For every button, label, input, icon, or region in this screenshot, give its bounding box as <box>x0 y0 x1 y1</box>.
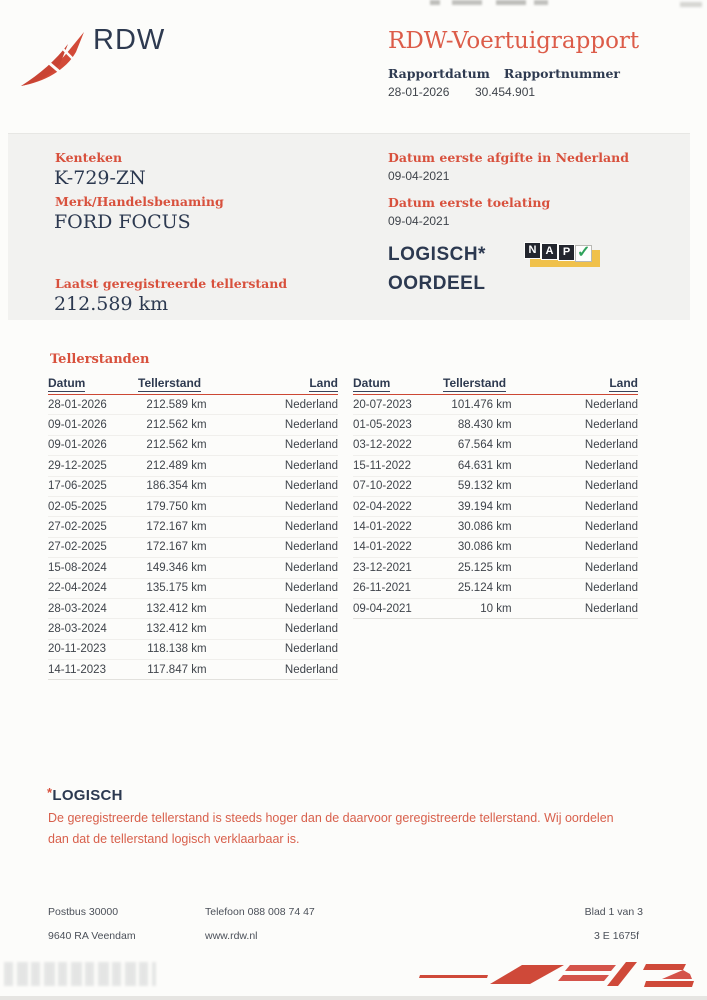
nap-letter: P <box>558 244 575 261</box>
cell-land: Nederland <box>284 521 338 534</box>
afgifte-label: Datum eerste afgifte in Nederland <box>388 150 629 165</box>
cell-land: Nederland <box>284 663 338 676</box>
cell-tellerstand: 10 km <box>480 602 512 615</box>
cell-datum: 20-11-2023 <box>48 643 106 656</box>
cell-tellerstand: 149.346 km <box>146 561 207 574</box>
footer-contact <box>205 900 315 948</box>
table-row <box>48 640 338 660</box>
cell-tellerstand: 64.631 km <box>457 459 512 472</box>
cell-land: Nederland <box>584 582 638 595</box>
cell-datum: 14-11-2023 <box>48 663 106 676</box>
cell-tellerstand: 135.175 km <box>146 582 207 595</box>
cell-land: Nederland <box>584 398 638 411</box>
table-row <box>353 497 638 517</box>
bottom-edge-line <box>0 996 707 1000</box>
merk-label: Merk/Handelsbenaming <box>55 194 224 209</box>
cell-tellerstand: 118.138 km <box>147 643 207 656</box>
col-datum: Datum <box>48 376 86 390</box>
cell-datum: 09-01-2026 <box>48 439 107 452</box>
cell-datum: 14-01-2022 <box>353 541 412 554</box>
cell-datum: 28-01-2026 <box>48 398 107 411</box>
odometer-table-left <box>48 375 338 680</box>
cell-tellerstand: 172.167 km <box>146 521 207 534</box>
table-row <box>353 395 638 415</box>
cell-tellerstand: 132.412 km <box>146 622 207 635</box>
cell-tellerstand: 59.132 km <box>457 480 512 493</box>
kenteken-value: K-729-ZN <box>54 167 146 189</box>
merk-value: FORD FOCUS <box>54 211 191 233</box>
table-row <box>48 477 338 497</box>
cell-tellerstand: 39.194 km <box>457 500 512 513</box>
cell-datum: 28-03-2024 <box>48 602 107 615</box>
scan-smudge-top-right <box>680 2 702 7</box>
table-row <box>48 538 338 558</box>
table-row <box>353 517 638 537</box>
cell-land: Nederland <box>584 439 638 452</box>
footnote-title-text: LOGISCH <box>52 787 123 804</box>
cell-tellerstand: 186.354 km <box>146 480 207 493</box>
cell-datum: 09-04-2021 <box>353 602 412 615</box>
cell-tellerstand: 132.412 km <box>146 602 207 615</box>
table-row <box>353 558 638 578</box>
table-row <box>48 456 338 476</box>
afgifte-value: 09-04-2021 <box>388 169 450 183</box>
table-row <box>353 415 638 435</box>
scan-watermark <box>4 962 156 986</box>
cell-land: Nederland <box>284 480 338 493</box>
cell-datum: 15-08-2024 <box>48 561 107 574</box>
report-date-value: 28-01-2026 <box>388 85 450 99</box>
oordeel-line1: LOGISCH* <box>388 244 486 265</box>
cell-datum: 26-11-2021 <box>353 582 411 595</box>
cell-land: Nederland <box>284 541 338 554</box>
report-date-label: Rapportdatum <box>388 66 490 81</box>
cell-datum: 20-07-2023 <box>353 398 412 411</box>
cell-datum: 14-01-2022 <box>353 521 412 534</box>
cell-tellerstand: 30.086 km <box>457 521 512 534</box>
cell-tellerstand: 172.167 km <box>146 541 207 554</box>
col-tellerstand: Tellerstand <box>138 376 202 390</box>
kenteken-label: Kenteken <box>55 150 123 165</box>
section-title-tellerstanden: Tellerstanden <box>50 352 150 367</box>
cell-land: Nederland <box>284 602 338 615</box>
toelating-value: 09-04-2021 <box>388 214 450 228</box>
cell-datum: 23-12-2021 <box>353 561 412 574</box>
table-row <box>353 599 638 619</box>
table-header <box>353 375 638 395</box>
report-number-label: Rapportnummer <box>503 66 621 81</box>
cell-tellerstand: 101.476 km <box>451 398 512 411</box>
rdw-feather-icon <box>20 30 86 88</box>
cell-land: Nederland <box>584 561 638 574</box>
cell-datum: 27-02-2025 <box>48 541 107 554</box>
nap-logo <box>524 242 606 272</box>
footer-address-line2: 9640 RA Veendam <box>48 930 136 942</box>
cell-land: Nederland <box>584 500 638 513</box>
cell-datum: 28-03-2024 <box>48 622 107 635</box>
cell-land: Nederland <box>284 398 338 411</box>
cell-datum: 27-02-2025 <box>48 521 107 534</box>
footnote-text: De geregistreerde tellerstand is steeds hoger dan de daarvoor geregistreerde tellerstand. Wij oordelen dan dat de tellerstand logisch verklaarbaar is. <box>48 811 614 846</box>
table-row <box>353 436 638 456</box>
cell-tellerstand: 117.847 km <box>147 663 207 676</box>
red-logo-fragment <box>418 956 703 994</box>
cell-land: Nederland <box>584 459 638 472</box>
nap-checkbox <box>575 245 592 262</box>
page-title: RDW-Voertuigrapport <box>388 28 640 54</box>
cell-datum: 02-04-2022 <box>353 500 412 513</box>
table-row <box>48 660 338 680</box>
footer-website: www.rdw.nl <box>205 930 258 942</box>
cell-land: Nederland <box>284 500 338 513</box>
cell-land: Nederland <box>584 480 638 493</box>
cell-datum: 22-04-2024 <box>48 582 107 595</box>
table-row <box>48 497 338 517</box>
cell-tellerstand: 212.562 km <box>146 439 207 452</box>
col-land: Land <box>609 376 638 390</box>
nap-letter: N <box>524 242 541 259</box>
table-row <box>48 517 338 537</box>
cell-datum: 29-12-2025 <box>48 459 107 472</box>
col-tellerstand: Tellerstand <box>443 376 507 390</box>
footer-page-number: Blad 1 van 3 <box>584 906 643 918</box>
report-number-value: 30.454.901 <box>475 85 536 99</box>
cell-land: Nederland <box>284 561 338 574</box>
cell-tellerstand: 88.430 km <box>457 419 512 432</box>
scan-smudge-top <box>430 0 560 5</box>
cell-land: Nederland <box>284 419 338 432</box>
cell-land: Nederland <box>284 459 338 472</box>
oordeel-text <box>388 240 486 298</box>
cell-tellerstand: 67.564 km <box>457 439 512 452</box>
vehicle-info-card <box>8 133 690 320</box>
footer-phone: Telefoon 088 008 74 47 <box>205 906 315 918</box>
cell-land: Nederland <box>584 541 638 554</box>
cell-tellerstand: 212.562 km <box>146 419 207 432</box>
table-row <box>353 477 638 497</box>
cell-land: Nederland <box>284 582 338 595</box>
table-row <box>353 456 638 476</box>
table-row <box>48 579 338 599</box>
cell-tellerstand: 179.750 km <box>146 500 207 513</box>
cell-datum: 07-10-2022 <box>353 480 412 493</box>
table-header <box>48 375 338 395</box>
cell-tellerstand: 25.125 km <box>457 561 512 574</box>
cell-tellerstand: 212.489 km <box>146 459 207 472</box>
footnote-asterisk: * <box>47 785 53 800</box>
cell-land: Nederland <box>584 419 638 432</box>
oordeel-line2: OORDEEL <box>388 273 486 294</box>
cell-datum: 01-05-2023 <box>353 419 412 432</box>
table-row <box>353 538 638 558</box>
cell-datum: 02-05-2025 <box>48 500 107 513</box>
cell-land: Nederland <box>584 521 638 534</box>
table-row <box>48 599 338 619</box>
laatste-tellerstand-label: Laatst geregistreerde tellerstand <box>55 276 288 291</box>
cell-land: Nederland <box>284 439 338 452</box>
odometer-table-right <box>353 375 638 619</box>
table-row <box>48 395 338 415</box>
cell-land: Nederland <box>584 602 638 615</box>
cell-land: Nederland <box>284 643 338 656</box>
cell-datum: 17-06-2025 <box>48 480 107 493</box>
cell-land: Nederland <box>284 622 338 635</box>
table-row <box>48 558 338 578</box>
cell-tellerstand: 25.124 km <box>457 582 512 595</box>
cell-datum: 15-11-2022 <box>353 459 411 472</box>
toelating-label: Datum eerste toelating <box>388 195 551 210</box>
footer-form-code: 3 E 1675f <box>594 930 639 942</box>
rdw-logo <box>20 26 200 88</box>
cell-datum: 03-12-2022 <box>353 439 412 452</box>
col-land: Land <box>309 376 338 390</box>
cell-datum: 09-01-2026 <box>48 419 107 432</box>
laatste-tellerstand-value: 212.589 km <box>54 293 169 315</box>
table-row <box>48 619 338 639</box>
nap-check-icon: ✓ <box>577 244 591 261</box>
nap-letter: A <box>541 243 558 260</box>
cell-tellerstand: 30.086 km <box>457 541 512 554</box>
footer-address <box>48 900 136 948</box>
col-datum: Datum <box>353 376 391 390</box>
footnote-title <box>47 785 123 804</box>
cell-tellerstand: 212.589 km <box>146 398 207 411</box>
rdw-logo-text: RDW <box>93 24 166 56</box>
table-row <box>353 579 638 599</box>
footer-address-line1: Postbus 30000 <box>48 906 119 918</box>
footer-page-info <box>490 900 643 948</box>
table-row <box>48 436 338 456</box>
table-row <box>48 415 338 435</box>
